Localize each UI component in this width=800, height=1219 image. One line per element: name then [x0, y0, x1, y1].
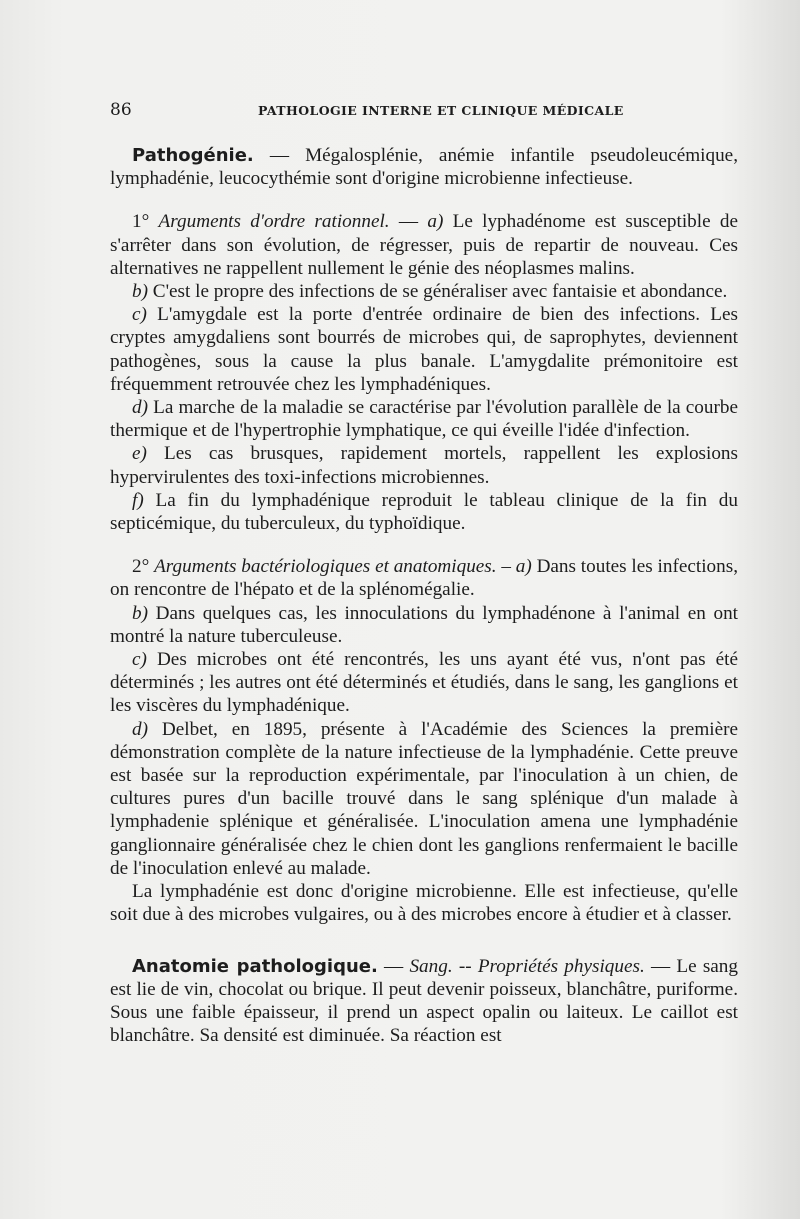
arg1-number: 1°	[132, 211, 159, 233]
arg2-a-text: Dans toutes les infections, on rencontre de l'hépato et de la splénomégalie.	[110, 556, 739, 601]
body-text	[110, 144, 738, 1047]
paragraph-arg2-d	[110, 718, 738, 880]
arg1-c-label: c)	[132, 304, 147, 326]
paragraph-arg2-c	[110, 648, 738, 718]
arg1-c-text: L'amygdale est la porte d'entrée ordinaire de bien des infections. Les cryptes amygdaliens sont bourrés de microbes qui, de saprophytes, deviennent pathogènes, sous la cause la plus banale. L'amygdalite prémonitoire est fréquemment retrouvée chez les lymphadéniques.	[110, 304, 738, 395]
paragraph-conclusion: La lymphadénie est donc d'origine microbienne. Elle est infectieuse, qu'elle soit due à des microbes vulgaires, ou à des microbes encore à étudier et à classer.	[110, 881, 738, 926]
page-header	[110, 100, 738, 126]
arg1-d-label: d)	[132, 397, 148, 419]
paragraph-arg1-a	[110, 210, 738, 280]
pathogenie-text: — Mégalosplénie, anémie infantile pseudoleucémique, lymphadénie, leucocythémie sont d'origine microbienne infectieuse.	[110, 145, 738, 190]
arg2-dash: –	[496, 556, 516, 578]
arg2-d-text: Delbet, en 1895, présente à l'Académie des Sciences la première démonstration complète de la nature infectieuse de la lymphadénie. Cette preuve est basée sur la reproduction expérimentale, par l'inoculation à un chien, de cultures pures d'un bacille trouvé dans le sang splénique d'un malade à lymphadenie splénique et généralisée. L'inoculation amena une lymphadénie ganglionnaire généralisée chez le chien dont les ganglions renfermaient le bacille de l'inoculation enlevé au malade.	[110, 718, 738, 879]
paragraph-arg2-b	[110, 602, 738, 648]
arg2-c-label: c)	[132, 649, 147, 671]
paragraph-arg2-a	[110, 555, 738, 601]
heading-anatomie: Anatomie pathologique.	[132, 955, 378, 977]
arg1-a-label: a)	[427, 211, 444, 233]
arg1-b-text: C'est le propre des infections de se généraliser avec fantaisie et abondance.	[147, 281, 728, 303]
arg1-d-text: La marche de la maladie se caractérise par l'évolution parallèle de la courbe thermique et de l'hypertrophie lymphatique, ce qui éveille l'idée d'infection.	[110, 397, 738, 442]
arg1-dash: —	[389, 211, 428, 233]
anatomie-proprietes: Propriétés physiques.	[477, 955, 645, 977]
running-title: PATHOLOGIE INTERNE ET CLINIQUE MÉDICALE	[258, 103, 624, 118]
arg1-b-label: b)	[132, 281, 148, 303]
arg2-b-text: Dans quelques cas, les innoculations du lymphadénone à l'animal en ont montré la nature tuberculeuse.	[110, 602, 738, 647]
arg1-title: Arguments d'ordre rationnel.	[158, 211, 390, 233]
arg1-e-label: e)	[132, 443, 147, 465]
anatomie-dash-2: --	[452, 955, 478, 977]
arg2-title: Arguments bactériologiques et anatomiques.	[154, 556, 497, 578]
arg1-e-text: Les cas brusques, rapidement mortels, rappellent les explosions hypervirulentes des toxi-infections microbiennes.	[110, 443, 738, 488]
page-number: 86	[110, 100, 132, 120]
paragraph-arg1-d	[110, 396, 738, 442]
arg2-c-text: Des microbes ont été rencontrés, les uns ayant été vus, n'ont pas été déterminés ; les autres ont été déterminés et étudiés, dans le sang, les ganglions et les viscères du lymphadénique.	[110, 649, 738, 717]
arg2-b-label: b)	[132, 602, 148, 624]
arg1-a-text: Le lyphadénome est susceptible de s'arrêter dans son évolution, de régresser, puis de repartir de nouveau. Ces alternatives ne rappellent nullement le génie des néoplasmes malins.	[110, 211, 738, 279]
paragraph-arg1-f	[110, 489, 738, 535]
paragraph-arg1-b	[110, 280, 738, 303]
arg2-a-label: a)	[515, 556, 532, 578]
anatomie-dash-1: —	[377, 955, 410, 977]
paragraph-arg1-c	[110, 303, 738, 396]
paragraph-pathogenie	[110, 144, 738, 190]
arg1-f-text: La fin du lymphadénique reproduit le tableau clinique de la fin du septicémique, du tuberculeux, du typhoïdique.	[110, 489, 738, 535]
paragraph-arg1-e	[110, 442, 738, 488]
heading-pathogenie: Pathogénie.	[132, 145, 254, 166]
arg2-d-label: d)	[132, 718, 148, 740]
arg2-number: 2°	[132, 556, 155, 578]
paragraph-anatomie	[110, 955, 738, 1048]
anatomie-text: — Le sang est lie de vin, chocolat ou brique. Il peut devenir poisseux, blanchâtre, puriforme. Sous une faible épaisseur, il prend un aspect opalin ou laiteux. Le caillot est blanchâtre. Sa densité est diminuée. Sa réaction est	[110, 955, 738, 1047]
anatomie-sang: Sang.	[409, 955, 453, 977]
arg1-f-label: f)	[132, 489, 144, 511]
